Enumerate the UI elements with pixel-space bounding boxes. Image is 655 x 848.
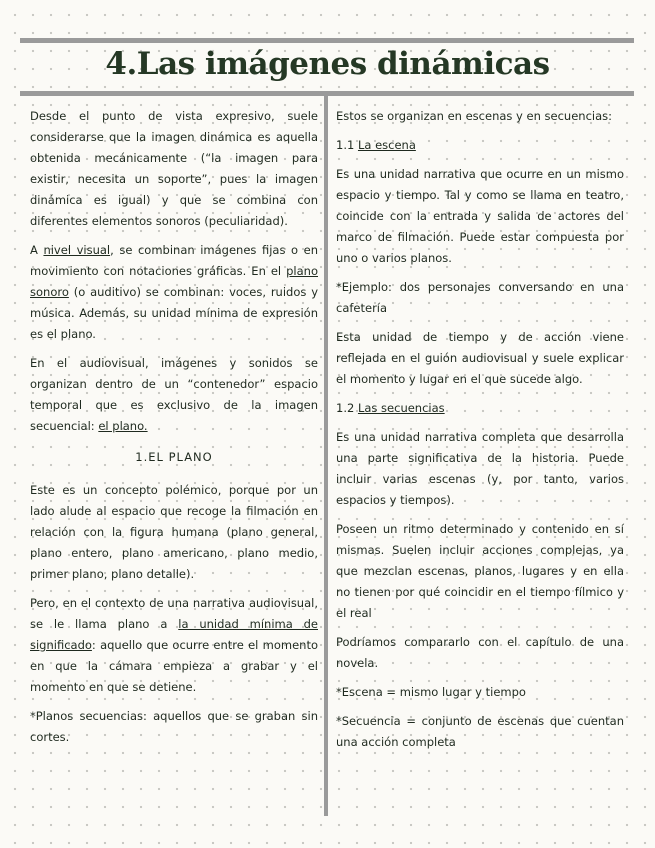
paragraph-organization: Estos se organizan en escenas y en secuencias: (336, 109, 613, 123)
paragraph-plano-concept: Este es un concepto polémico, porque por un lado alude al espacio que recoge la filmación en relación con la figura humana (plano general, plano entero, plano americano, plano medio, primer plano, plano detalle). (30, 483, 318, 581)
left-column (30, 106, 318, 756)
term-unidad-minima: la unidad mínima de significado (30, 617, 318, 652)
note-escena: *Escena = mismo lugar y tiempo (336, 685, 526, 699)
paragraph-visual-sound: A nivel visual, se combinan imágenes fijas o en movimiento con notaciones gráficas. En el plano sonoro (o auditivo) se combinan: voces, ruidos y música. Además, su unidad mínima de expresión es el plano. (30, 243, 318, 341)
top-rule (20, 38, 634, 43)
paragraph-intro: Desde el punto de vista expresivo, suele considerarse que la imagen dinámica es aquella obtenida mecánicamente (“la imagen para existir, necesita un soporte”, pues la imagen dinámica es igual) y que se combina con diferentes elementos sonoros (peculiaridad). (30, 109, 318, 228)
term-nivel-visual: nivel visual (43, 243, 111, 257)
term-plano-sonoro: plano sonoro (30, 264, 318, 299)
paragraph-container: En el audiovisual, imágenes y sonidos se organizan dentro de un “contenedor” espacio temporal que es exclusivo de la imagen secuencial: el plano. (30, 356, 318, 433)
paragraph-plano-narrative: Pero, en el contexto de una narrativa audiovisual, se le llama plano a la unidad mínima de significado: aquello que ocurre entre el momento en que la cámara empieza a grabar y el momento en que se detiene. (30, 596, 318, 694)
paragraph-escena-def: Es una unidad narrativa que ocurre en un mismo espacio y tiempo. Tal y como se llama en teatro, coincide con la entrada y salida de actores del marco de filmación. Puede estar compuesta por uno o varios planos. (336, 167, 624, 265)
paragraph-secuencia-novela: Podríamos compararlo con el capítulo de una novela. (336, 635, 624, 670)
paragraph-escena-example: *Ejemplo: dos personajes conversando en una cafetería (336, 280, 624, 315)
term-el-plano: el plano. (98, 419, 148, 433)
subheading-secuencias: 1.2 Las secuencias (336, 401, 445, 415)
right-column (336, 106, 624, 761)
section-heading-plano: 1.EL PLANO (135, 450, 213, 464)
note-secuencia: *Secuencia = conjunto de escenas que cuentan una acción completa (336, 714, 624, 749)
page-title: 4.Las imágenes dinámicas (105, 46, 550, 82)
paragraph-escena-guion: Esta unidad de tiempo y de acción viene reflejada en el guión audiovisual y suele explicar el momento y lugar en el que sucede algo. (336, 330, 624, 386)
paragraph-secuencia-def: Es una unidad narrativa completa que desarrolla una parte significativa de la historia. Puede incluir varias escenas (y, por tanto, varios espacios y tiempos). (336, 430, 624, 507)
paragraph-planos-secuencias: *Planos secuencias: aquellos que se graban sin cortes. (30, 709, 318, 744)
subheading-escena: 1.1 La escena (336, 138, 416, 152)
column-divider (324, 96, 328, 816)
paragraph-secuencia-ritmo: Poseen un ritmo determinado y contenido en sí mismas. Suelen incluir acciones complejas, ya que mezclan escenas, planos, lugares y en ella no tienen por qué coincidir en el tiempo fílmico y el real (336, 522, 624, 620)
